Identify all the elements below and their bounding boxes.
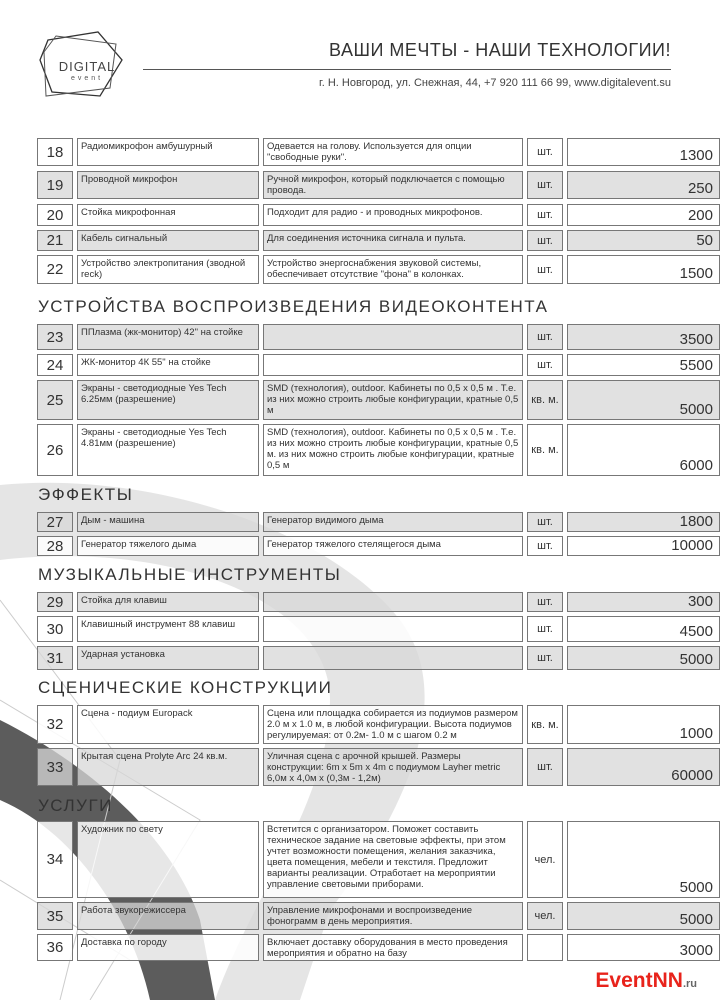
row-number: 22 (37, 255, 73, 284)
contact-address: г. Н. Новгород, ул. Снежная, 44, +7 920 111 66 99, www.digitalevent.su (319, 77, 671, 89)
row-number: 21 (37, 230, 73, 251)
row-number: 24 (37, 354, 73, 376)
item-unit: шт. (527, 324, 563, 350)
item-unit: шт. (527, 204, 563, 226)
table-row (37, 821, 713, 898)
row-number: 32 (37, 705, 73, 744)
item-price: 5000 (567, 646, 720, 670)
row-number: 29 (37, 592, 73, 612)
item-name: Стойка микрофонная (77, 204, 259, 226)
item-price: 1000 (567, 705, 720, 744)
item-price: 3000 (567, 934, 720, 961)
row-number: 23 (37, 324, 73, 350)
item-price: 300 (567, 592, 720, 612)
item-description (263, 616, 523, 642)
row-number: 25 (37, 380, 73, 420)
table-row (37, 255, 713, 284)
table-row (37, 380, 713, 420)
table-row (37, 536, 713, 556)
table-row (37, 138, 713, 166)
item-name: Ударная установка (77, 646, 259, 670)
item-description (263, 324, 523, 350)
table-row (37, 512, 713, 532)
row-number: 27 (37, 512, 73, 532)
row-number: 18 (37, 138, 73, 166)
item-description: Генератор тяжелого стелящегося дыма (263, 536, 523, 556)
item-unit: шт. (527, 255, 563, 284)
table-row (37, 616, 713, 642)
table-row (37, 204, 713, 226)
item-price: 1800 (567, 512, 720, 532)
table-row (37, 324, 713, 350)
item-name: Экраны - светодиодные Yes Tech 4.81мм (разрешение) (77, 424, 259, 476)
item-price: 1300 (567, 138, 720, 166)
item-name: Работа звукорежиссера (77, 902, 259, 930)
item-unit: шт. (527, 230, 563, 251)
table-row (37, 902, 713, 930)
item-unit: кв. м. (527, 424, 563, 476)
item-description: Управление микрофонами и воспроизведение фонограмм в день мероприятия. (263, 902, 523, 930)
item-description: Сцена или площадка собирается из подиумов размером 2.0 м х 1.0 м, в любой конфигурации. Высота подиумов регулируемая: от 0.2м- 1.0 м с шагом 0.2 м (263, 705, 523, 744)
item-price: 4500 (567, 616, 720, 642)
item-name: Проводной микрофон (77, 171, 259, 199)
item-name: Сцена - подиум Europack (77, 705, 259, 744)
table-row (37, 646, 713, 670)
item-unit: кв. м. (527, 380, 563, 420)
item-description: Для соединения источника сигнала и пульта. (263, 230, 523, 251)
item-description: Ручной микрофон, который подключается с помощью провода. (263, 171, 523, 199)
table-row (37, 705, 713, 744)
watermark-domain: .ru (682, 978, 697, 990)
item-price: 3500 (567, 324, 720, 350)
item-description (263, 592, 523, 612)
item-name: Крытая сцена Prolyte Arc 24 кв.м. (77, 748, 259, 786)
item-price: 1500 (567, 255, 720, 284)
item-name: Дым - машина (77, 512, 259, 532)
item-name: Клавишный инструмент 88 клавиш (77, 616, 259, 642)
item-description: Уличная сцена с арочной крышей. Размеры конструкции: 6m x 5m x 4m с подиумом Layher metric 6,0м х 4,0м х (0,3м - 1,2м) (263, 748, 523, 786)
row-number: 26 (37, 424, 73, 476)
table-row (37, 171, 713, 199)
item-description: SMD (технология), outdoor. Кабинеты по 0,5 х 0,5 м . Т.е. из них можно строить любые конфигурации, кратные 0,5 м (263, 380, 523, 420)
item-description: Устройство энергоснабжения звуковой системы, обеспечивает отсутствие "фона" в колонках. (263, 255, 523, 284)
row-number: 35 (37, 902, 73, 930)
item-unit: шт. (527, 646, 563, 670)
item-name: Устройство электропитания (зводной rеck) (77, 255, 259, 284)
logo-sub-text: event (70, 75, 104, 82)
item-unit: шт. (527, 592, 563, 612)
item-name: ППлазма (жк-монитор) 42" на стойке (77, 324, 259, 350)
section-title-music: МУЗЫКАЛЬНЫЕ ИНСТРУМЕНТЫ (38, 565, 342, 584)
item-description: Генератор видимого дыма (263, 512, 523, 532)
item-description: Включает доставку оборудования в место проведения мероприятия и обратно на базу (263, 934, 523, 961)
item-unit (527, 934, 563, 961)
table-row (37, 354, 713, 376)
item-name: Экраны - светодиодные Yes Tech 6.25мм (разрешение) (77, 380, 259, 420)
row-number: 28 (37, 536, 73, 556)
row-number: 34 (37, 821, 73, 898)
item-price: 5500 (567, 354, 720, 376)
item-unit: шт. (527, 536, 563, 556)
logo-main-text: DIGITAL (58, 59, 116, 74)
table-row (37, 934, 713, 961)
header-divider (143, 69, 671, 70)
row-number: 36 (37, 934, 73, 961)
item-name: ЖК-монитор 4К 55" на стойке (77, 354, 259, 376)
row-number: 20 (37, 204, 73, 226)
row-number: 33 (37, 748, 73, 786)
item-description: Одевается на голову. Используется для опции "свободные руки". (263, 138, 523, 166)
section-title-stage: СЦЕНИЧЕСКИЕ КОНСТРУКЦИИ (38, 678, 333, 697)
item-price: 5000 (567, 380, 720, 420)
item-name: Доставка по городу (77, 934, 259, 961)
item-unit: шт. (527, 748, 563, 786)
item-unit: чел. (527, 902, 563, 930)
table-row (37, 230, 713, 251)
item-unit: шт. (527, 616, 563, 642)
item-name: Генератор тяжелого дыма (77, 536, 259, 556)
item-name: Радиомикрофон амбушурный (77, 138, 259, 166)
item-description: SMD (технология), outdoor. Кабинеты по 0,5 х 0,5 м . Т.е. из них можно строить любые конфигурации, кратные 0,5 м. из них можно строить любые конфигурации, кратные 0,5 м (263, 424, 523, 476)
item-name: Стойка для клавиш (77, 592, 259, 612)
item-price: 5000 (567, 821, 720, 898)
item-price: 50 (567, 230, 720, 251)
item-unit: шт. (527, 171, 563, 199)
item-price: 60000 (567, 748, 720, 786)
row-number: 19 (37, 171, 73, 199)
item-unit: шт. (527, 354, 563, 376)
item-unit: кв. м. (527, 705, 563, 744)
slogan: ВАШИ МЕЧТЫ - НАШИ ТЕХНОЛОГИИ! (329, 40, 671, 60)
section-title-video: УСТРОЙСТВА ВОСПРОИЗВЕДЕНИЯ ВИДЕОКОНТЕНТА (38, 297, 549, 316)
item-description: Встетится с организатором. Поможет составить техническое задание на световые эффекты, при этом учтет возможности помещения, желания заказчика, цвета помещения, мебели и текстиля. Предложит варианты реализации. Отработает на мероприятии управление световыми приборами. (263, 821, 523, 898)
row-number: 30 (37, 616, 73, 642)
item-price: 250 (567, 171, 720, 199)
item-unit: шт. (527, 138, 563, 166)
item-price: 6000 (567, 424, 720, 476)
item-description (263, 354, 523, 376)
item-unit: чел. (527, 821, 563, 898)
watermark-logo (595, 969, 697, 993)
table-row (37, 592, 713, 612)
item-description: Подходит для радио - и проводных микрофонов. (263, 204, 523, 226)
item-price: 5000 (567, 902, 720, 930)
item-price: 200 (567, 204, 720, 226)
table-row (37, 424, 713, 476)
item-name: Художник по свету (77, 821, 259, 898)
watermark-brand: EventNN (595, 969, 683, 992)
item-name: Кабель сигнальный (77, 230, 259, 251)
section-title-effects: ЭФФЕКТЫ (38, 485, 134, 504)
item-unit: шт. (527, 512, 563, 532)
item-description (263, 646, 523, 670)
item-price: 10000 (567, 536, 720, 556)
table-row (37, 748, 713, 786)
row-number: 31 (37, 646, 73, 670)
section-title-services: УСЛУГИ (38, 796, 113, 815)
